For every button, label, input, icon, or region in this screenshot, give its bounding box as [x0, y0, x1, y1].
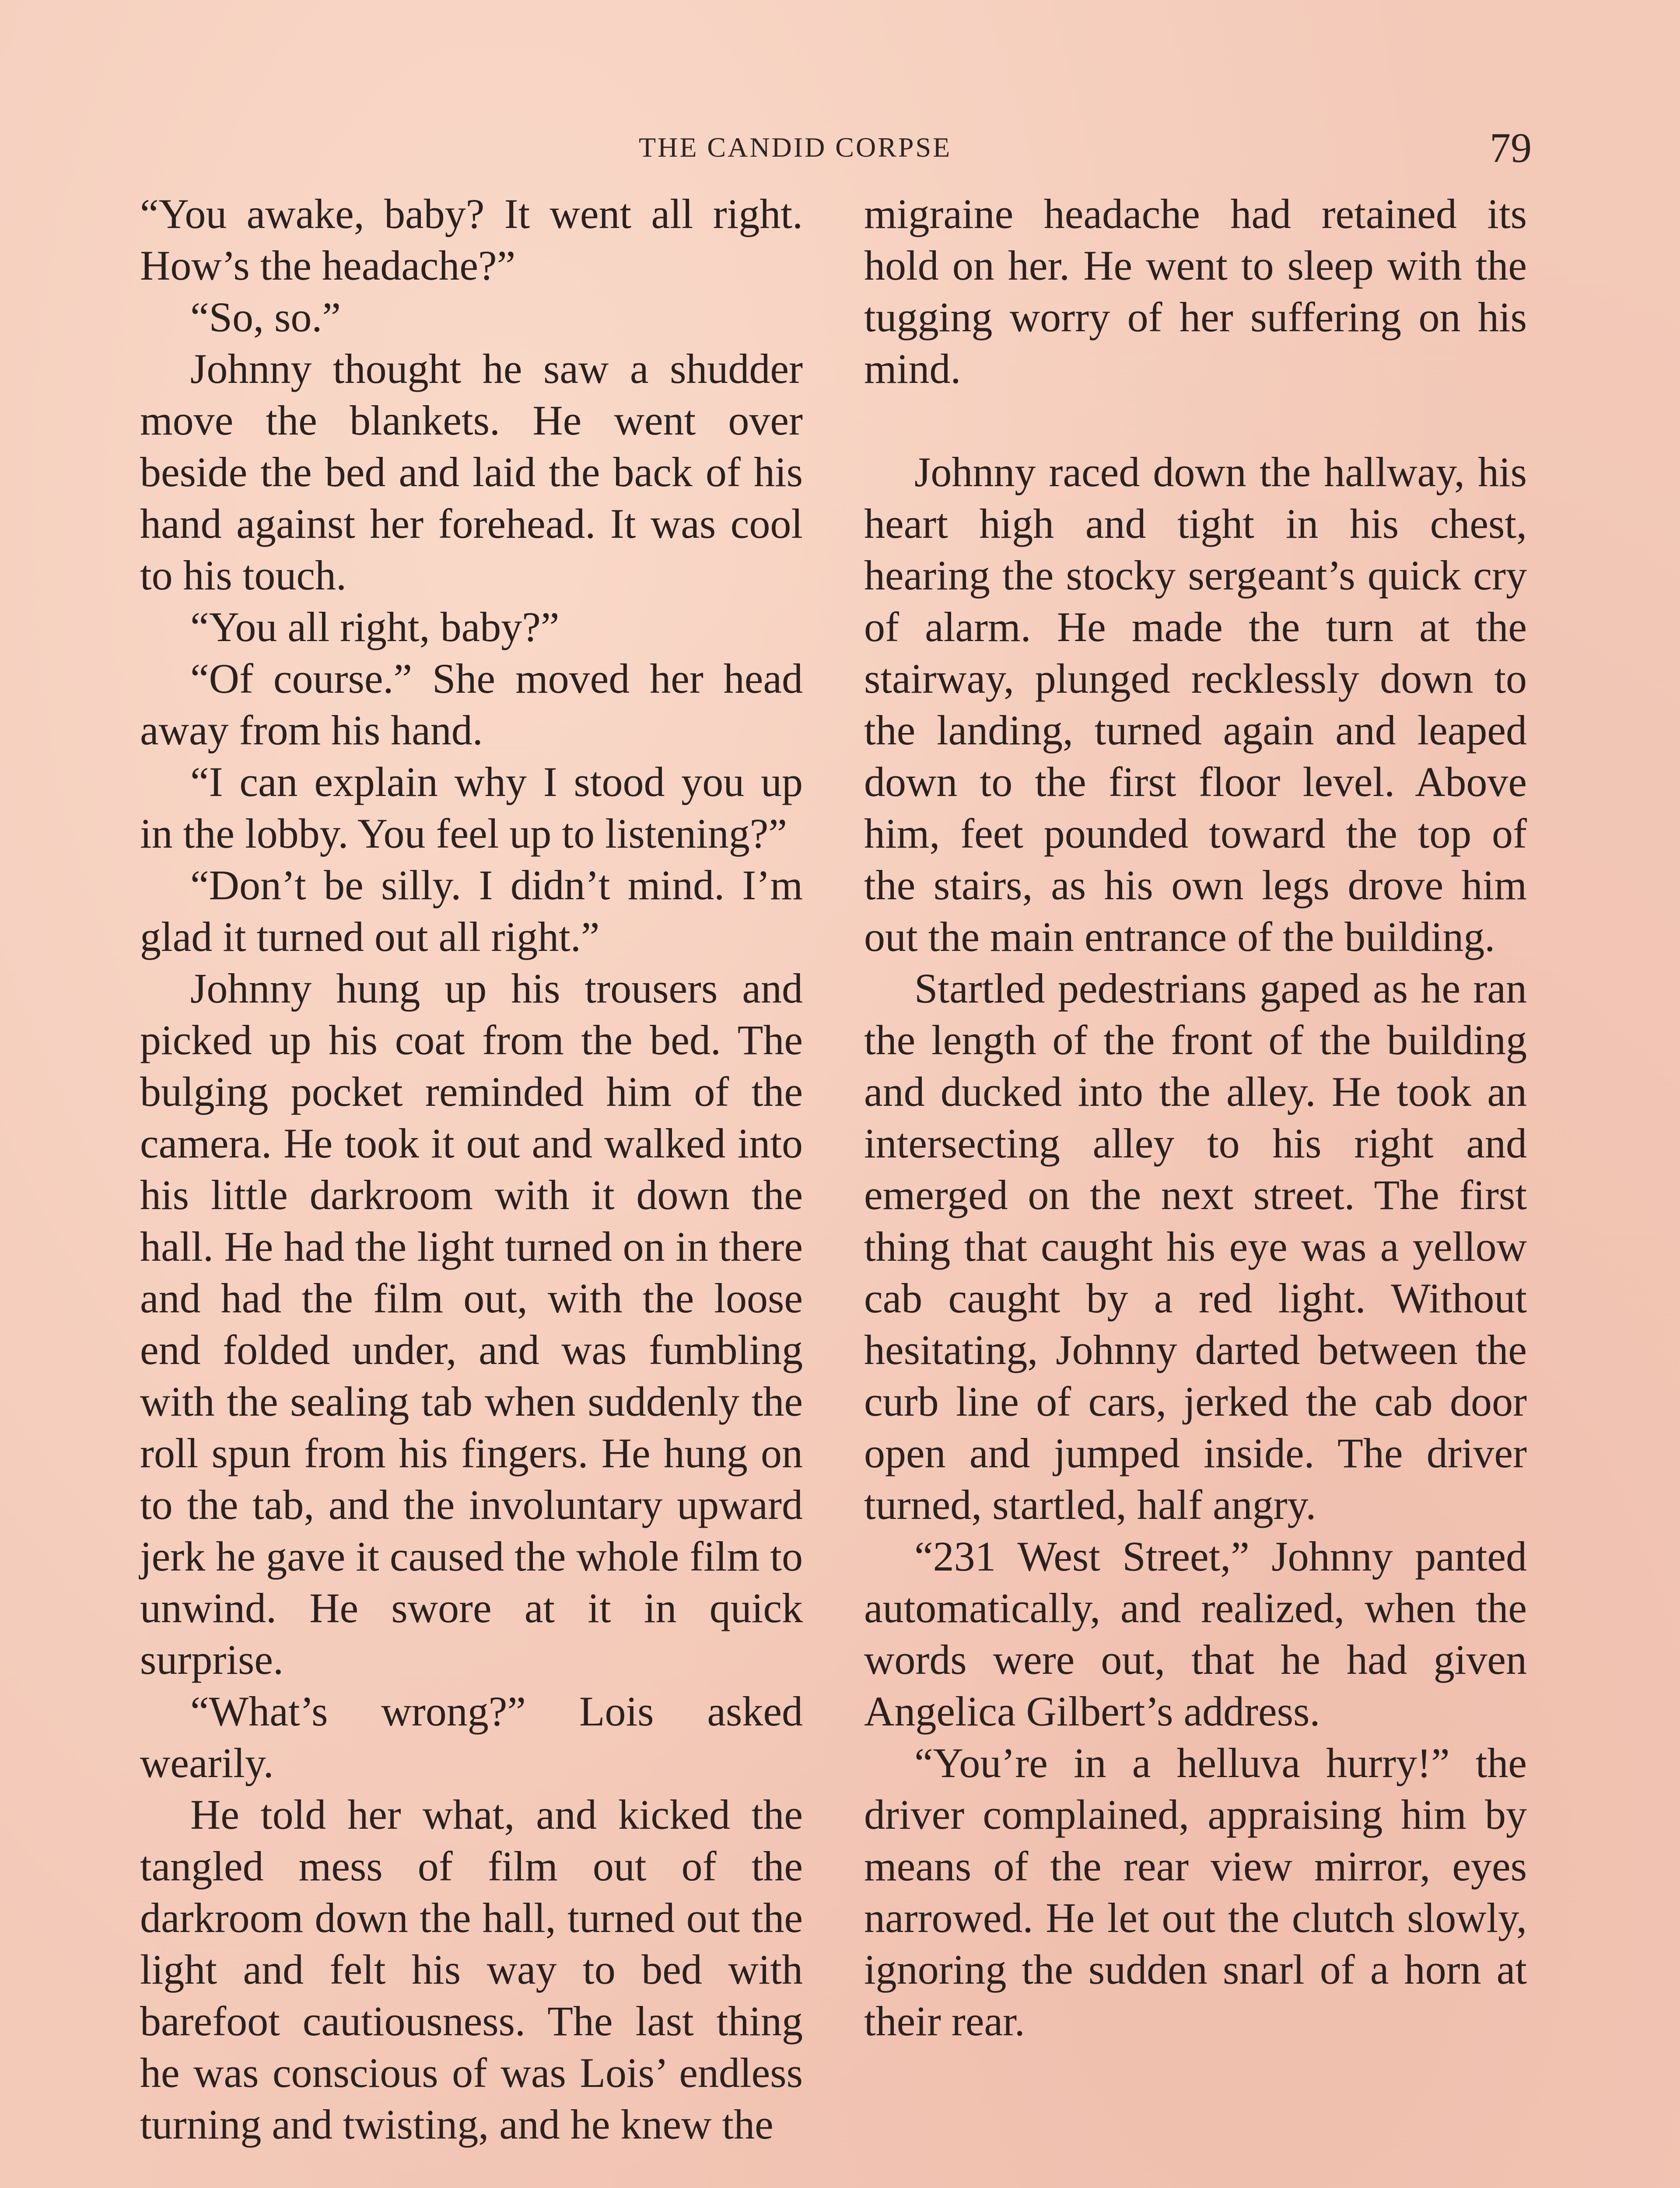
paragraph: Johnny hung up his trousers and picked up his coat from the bed. The bulging pocket reminded him of the camera. He took it out and walked into his little darkroom with it down the hall. He had the light turned on in there and had the film out, with the loose end folded under, and was fumbling with the sealing tab when suddenly the roll spun from his fingers. He hung on to the tab, and the involuntary upward jerk he gave it caused the whole film to unwind. He swore at it in quick surprise.: [140, 965, 803, 1683]
paragraph: “You all right, baby?”: [190, 603, 560, 650]
paragraph: Johnny thought he saw a shudder move the blankets. He went over beside the bed and laid the back of his hand against her forehead. It was cool to his touch.: [140, 345, 803, 599]
paragraph: “231 West Street,” Johnny panted automatically, and realized, when the words were out, that he had given Angelica Gilbert’s address.: [864, 1533, 1527, 1735]
paragraph: migraine headache had retained its hold on her. He went to sleep with the tugging worry of her suffering on his mind.: [864, 190, 1527, 392]
right-column: [864, 188, 1527, 2047]
paragraph: “I can explain why I stood you up in the lobby. You feel up to listening?”: [140, 758, 803, 857]
paragraph: “You awake, baby? It went all right. How’s the headache?”: [140, 190, 803, 289]
paragraph: “Don’t be silly. I didn’t mind. I’m glad it turned out all right.”: [140, 862, 803, 960]
paragraph: “So, so.”: [190, 294, 341, 340]
paragraph: Johnny raced down the hallway, his heart high and tight in his chest, hearing the stocky sergeant’s quick cry of alarm. He made the turn at the stairway, plunged recklessly down to the landing, turned again and leaped down to the first floor level. Above him, feet pounded toward the top of the stairs, as his own legs drove him out the main entrance of the building.: [864, 449, 1527, 960]
paragraph: “Of course.” She moved her head away from his hand.: [140, 655, 803, 754]
paragraph: “What’s wrong?” Lois asked wearily.: [140, 1688, 803, 1786]
running-head: THE CANDID CORPSE: [639, 132, 952, 163]
paragraph: He told her what, and kicked the tangled mess of film out of the darkroom down the hall, turned out the light and felt his way to bed with barefoot cautiousness. The last thing he was conscious of was Lois’ endless turning and twisting, and he knew the: [140, 1791, 803, 2148]
page-number: 79: [1490, 124, 1532, 171]
paragraph: “You’re in a helluva hurry!” the driver complained, appraising him by means of the rear view mirror, eyes narrowed. He let out the clutch slowly, ignoring the sudden snarl of a horn at their rear.: [864, 1739, 1527, 2044]
paragraph: Startled pedestrians gaped as he ran the length of the front of the building and ducked into the alley. He took an intersecting alley to his right and emerged on the next street. The first thing that caught his eye was a yellow cab caught by a red light. Without hesitating, Johnny darted between the curb line of cars, jerked the cab door open and jumped inside. The driver turned, startled, half angry.: [864, 965, 1527, 1528]
left-column: [140, 188, 803, 2150]
